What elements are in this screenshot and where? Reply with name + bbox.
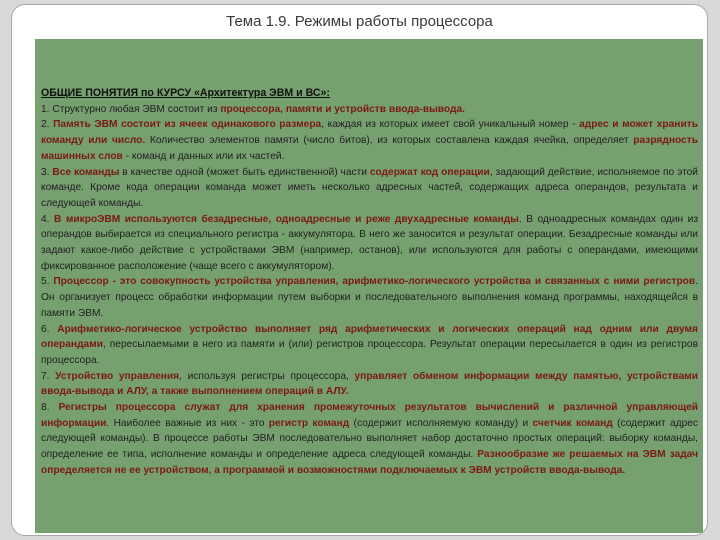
item-text: , пересылаемыми в него из памяти и (или) регистров процессора. Результат операции пересылается в один из регистров процессора. <box>41 339 698 366</box>
concept-list <box>41 102 698 479</box>
item-number: 3. <box>41 166 50 178</box>
highlighted-text: Арифметико-логическое устройство выполняет ряд арифметических и логических операций над одним или двумя операндами <box>41 323 698 351</box>
concept-item <box>41 212 698 275</box>
item-text: . Наиболее важные из них - это <box>106 417 269 429</box>
course-heading: ОБЩИЕ ПОНЯТИЯ по КУРСУ «Архитектура ЭВМ и ВС»: <box>41 87 330 99</box>
concept-item <box>41 165 698 212</box>
item-text: - команд и данных или их частей. <box>122 150 285 162</box>
highlighted-text: Процессор - это совокупность устройства управления, арифметико-логического устройства и связанных с ними регистров <box>49 276 696 288</box>
highlighted-text: процессора, памяти и устройств ввода-вывода. <box>220 103 465 115</box>
item-number: 1. <box>41 103 50 115</box>
highlighted-text: В микроЭВМ используются безадресные, одноадресные и реже двухадресные команды <box>49 213 519 225</box>
content-panel <box>35 39 703 533</box>
highlighted-text: Все команды <box>49 166 120 178</box>
slide <box>11 4 708 536</box>
item-text: Структурно любая ЭВМ состоит из <box>49 103 221 115</box>
highlighted-text: адрес и может хранить команду или число. <box>41 119 698 147</box>
highlighted-text: содержат код операции <box>369 166 490 178</box>
highlighted-text: регистр команд <box>268 417 350 429</box>
item-number: 4. <box>41 213 50 225</box>
concept-item <box>41 117 698 164</box>
item-number: 6. <box>41 323 50 335</box>
highlighted-text: Разнообразие же решаемых на ЭВМ задач определяется не ее устройством, а программой и возможностями подключаемых к ЭВМ устройств ввода-вывода. <box>41 449 698 476</box>
concept-item <box>41 322 698 369</box>
item-text: . В одноадресных командах один из операндов выбирается из специального регистра - аккумулятора. В него же заносится и результат операции. Безадресные команды или задают какое-либо действие с устройствами ЭВМ (например, останов), или используются для работы с операндами, имеющими фиксированное расположение (чаще всего с аккумулятором). <box>41 213 698 272</box>
item-text: , используя регистры процессора, <box>179 370 355 382</box>
concept-item <box>41 102 698 118</box>
item-text: , каждая из которых имеет свой уникальный номер - <box>321 119 580 131</box>
highlighted-text: счетчик команд <box>532 417 613 429</box>
highlighted-text: управляет обменом информации между памятью, устройствами ввода-вывода и АЛУ, а также выполнением операций в АЛУ. <box>41 370 698 398</box>
item-text: , задающий действие, исполняемое по этой команде. Кроме кода операции команда может иметь несколько адресных частей, содержащих адреса операндов, результата и следующей команды. <box>41 166 698 209</box>
slide-title: Тема 1.9. Режимы работы процессора <box>226 13 493 30</box>
highlighted-text: Память ЭВМ состоит из ячеек одинакового размера <box>49 119 322 131</box>
item-number: 7. <box>41 370 50 382</box>
item-text: в качестве одной (может быть единственной) части <box>119 166 370 178</box>
highlighted-text: Устройство управления <box>49 370 180 382</box>
item-text: (содержит адрес следующей команды). В процессе работы ЭВМ последовательно выполняет набор достаточно простых операций: выборку команды, определение ее типа, исполнение команды и определение адреса следующей команды. <box>41 417 699 461</box>
item-text: (содержит исполняемую команду) и <box>349 417 533 429</box>
concept-item <box>41 274 698 321</box>
concept-item <box>41 369 698 400</box>
item-number: 5. <box>41 276 50 288</box>
item-number: 8. <box>41 402 50 414</box>
item-text: . Он организует процесс обработки информации путем выборки и последовательного выполнения команд программы, находящейся в памяти ЭВМ. <box>41 276 698 319</box>
highlighted-text: разрядность машинных слов <box>41 135 698 162</box>
concept-item <box>41 400 698 479</box>
item-text: Количество элементов памяти (число битов), из которых составлена каждая ячейка, определяет <box>145 135 634 147</box>
highlighted-text: Регистры процессора служат для хранения промежуточных результатов вычислений и различной управляющей информации <box>41 402 698 429</box>
item-number: 2. <box>41 119 50 131</box>
